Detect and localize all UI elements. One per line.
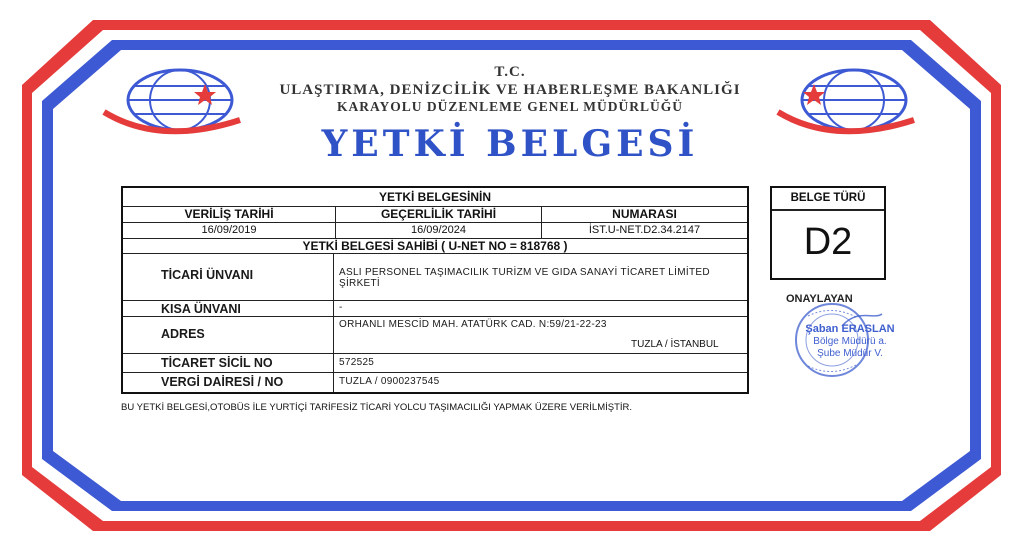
label-trade-name: TİCARİ ÜNVANI bbox=[161, 268, 254, 282]
value-address-city: TUZLA / İSTANBUL bbox=[631, 339, 719, 350]
value-trade-registry: 572525 bbox=[339, 357, 375, 368]
document-title: YETKİ BELGESİ bbox=[321, 123, 699, 165]
approver-title-2: Şube Müdür V. bbox=[817, 348, 883, 359]
certificate-note: BU YETKİ BELGESİ,OTOBÜS İLE YURTİÇİ TARİFESİZ TİCARİ YOLCU TAŞIMACILIĞI YAPMAK ÜZERE VERİLMİŞTİR. bbox=[121, 402, 633, 413]
ministry-logo-right bbox=[774, 62, 924, 144]
value-trade-name: ASLI PERSONEL TAŞIMACILIK TURİZM VE GIDA SANAYİ TİCARET LİMİTED ŞİRKETİ bbox=[339, 267, 710, 289]
label-trade-registry: TİCARET SİCİL NO bbox=[161, 356, 273, 370]
document-type-box bbox=[770, 186, 886, 280]
holder-header: YETKİ BELGESİ SAHİBİ ( U-NET NO = 818768 ) bbox=[302, 239, 568, 253]
validity-date-value: 16/09/2024 bbox=[410, 224, 467, 236]
ministry-logo-left bbox=[100, 62, 250, 144]
value-address: ORHANLI MESCİD MAH. ATATÜRK CAD. N:59/21-22-23 bbox=[339, 319, 607, 330]
approval-label: ONAYLAYAN bbox=[786, 293, 853, 305]
header-ministry: ULAŞTIRMA, DENİZCİLİK VE HABERLEŞME BAKANLIĞI bbox=[279, 82, 741, 98]
issue-date-value: 16/09/2019 bbox=[201, 224, 257, 236]
label-address: ADRES bbox=[161, 327, 205, 341]
col-header-validity-date: GEÇERLİLİK TARİHİ bbox=[380, 207, 497, 221]
approver-title-1: Bölge Müdürü a. bbox=[813, 336, 887, 347]
approver-name: Şaban ERASLAN bbox=[805, 323, 895, 335]
certificate-table bbox=[121, 186, 749, 394]
label-tax-office: VERGİ DAİRESİ / NO bbox=[161, 375, 284, 389]
col-header-number: NUMARASI bbox=[612, 207, 677, 221]
document-type-value: D2 bbox=[803, 221, 853, 263]
number-value: İST.U-NET.D2.34.2147 bbox=[588, 224, 701, 236]
document-type-label: BELGE TÜRÜ bbox=[790, 192, 866, 204]
group-header: YETKİ BELGESİNİN bbox=[378, 190, 491, 204]
col-header-issue-date: VERİLİŞ TARİHİ bbox=[184, 207, 274, 221]
value-tax-office: TUZLA / 0900237545 bbox=[339, 376, 440, 387]
header-tc: T.C. bbox=[494, 64, 526, 80]
value-short-name: - bbox=[339, 302, 343, 313]
label-short-name: KISA ÜNVANI bbox=[161, 302, 241, 316]
header-directorate: KARAYOLU DÜZENLEME GENEL MÜDÜRLÜĞÜ bbox=[337, 99, 683, 114]
